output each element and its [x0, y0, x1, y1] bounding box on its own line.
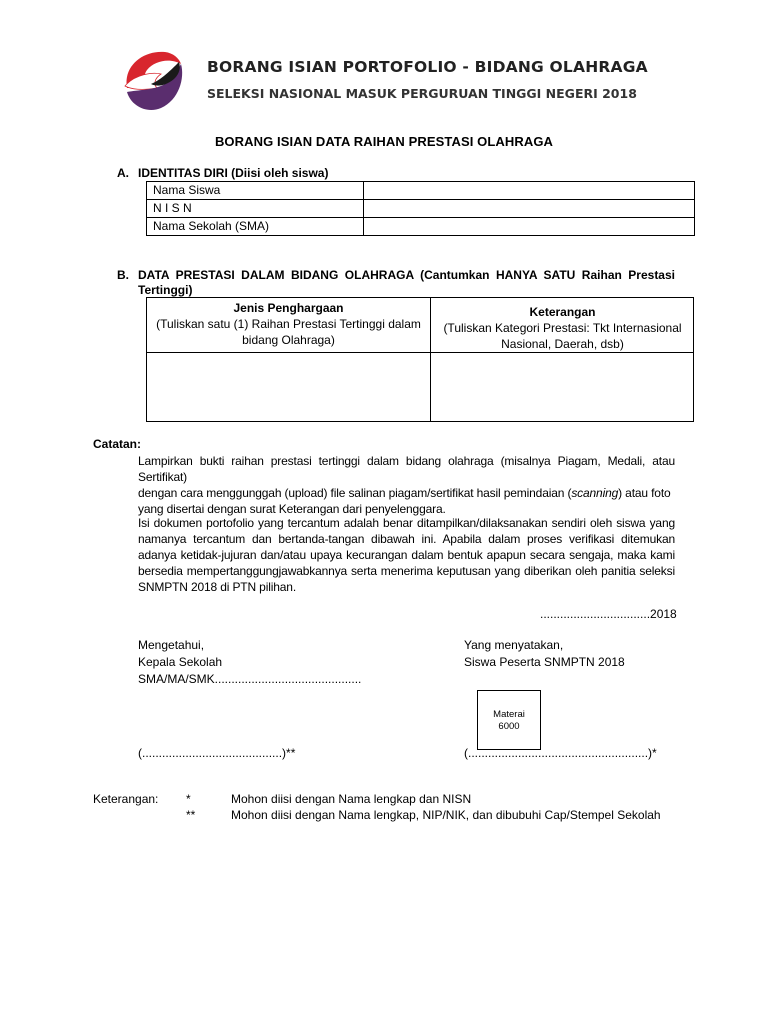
description-header [431, 304, 694, 358]
award-type-field[interactable] [147, 353, 430, 421]
column-hint: Nasional, Daerah, dsb) [501, 337, 624, 351]
section-a-title: IDENTITAS DIRI (Diisi oleh siswa) [138, 166, 329, 180]
header-title: BORANG ISIAN PORTOFOLIO - BIDANG OLAHRAGA [207, 58, 648, 76]
paragraph-line [138, 485, 675, 501]
stamp-value: 6000 [498, 721, 520, 732]
section-b-title-cont: Tertinggi) [138, 283, 193, 297]
paragraph-emphasis: scanning [571, 486, 619, 500]
column-hint: (Tuliskan satu (1) Raihan Prestasi Tertinggi dalam [156, 317, 421, 331]
school-type-line: SMA/MA/SMK............................................ [138, 672, 362, 686]
section-b-title: DATA PRESTASI DALAM BIDANG OLAHRAGA (Cantumkan HANYA SATU Raihan Prestasi [138, 268, 675, 282]
acknowledged-label: Mengetahui, [138, 638, 205, 652]
achievement-table [146, 297, 694, 422]
footnote-text: Mohon diisi dengan Nama lengkap dan NISN [231, 792, 472, 806]
footnote-mark: ** [186, 808, 196, 822]
nisn-field[interactable] [364, 200, 695, 218]
school-name-field[interactable] [364, 218, 695, 236]
stamp-label: Materai [493, 709, 525, 720]
student-participant-label: Siswa Peserta SNMPTN 2018 [464, 655, 625, 669]
student-name-field[interactable] [364, 182, 695, 200]
description-field[interactable] [431, 353, 693, 421]
footnote-mark: * [186, 792, 191, 806]
identity-label: Nama Siswa [147, 182, 364, 200]
identity-row-nisn [147, 200, 695, 218]
stamp-duty-box [477, 690, 541, 750]
column-hint: bidang Olahraga) [242, 333, 335, 347]
identity-row-name [147, 182, 695, 200]
footnote-label: Keterangan: [93, 792, 159, 806]
notes-paragraph-1 [138, 453, 675, 517]
declarant-label: Yang menyatakan, [464, 638, 564, 652]
student-signature-line[interactable]: (......................................................)* [464, 746, 657, 760]
principal-signature-line[interactable]: (..........................................)** [138, 746, 296, 760]
notes-label: Catatan: [93, 437, 142, 451]
form-title: BORANG ISIAN DATA RAIHAN PRESTASI OLAHRAGA [214, 134, 554, 149]
header-subtitle: SELEKSI NASIONAL MASUK PERGURUAN TINGGI NEGERI 2018 [207, 86, 637, 101]
paragraph-text: ) atau foto [618, 486, 671, 500]
identity-label: Nama Sekolah (SMA) [147, 218, 364, 236]
paragraph-text: dengan cara menggunggah (upload) file salinan piagam/sertifikat hasil pemindaian ( [138, 486, 572, 500]
paragraph-line: yang disertai dengan surat Keterangan dari penyelenggara. [138, 502, 446, 516]
award-type-header [147, 300, 430, 354]
footnote-text: Mohon diisi dengan Nama lengkap, NIP/NIK, dan dibubuhi Cap/Stempel Sekolah [231, 808, 661, 822]
column-header: Jenis Penghargaan [233, 301, 344, 315]
identity-label: N I S N [147, 200, 364, 218]
column-hint: (Tuliskan Kategori Prestasi: Tkt Internasional [443, 321, 682, 335]
identity-row-school [147, 218, 695, 236]
column-header: Keterangan [529, 305, 596, 319]
principal-label: Kepala Sekolah [138, 655, 223, 669]
snmptn-logo-icon [121, 44, 187, 116]
section-a-letter: A. [117, 166, 129, 180]
notes-paragraph-2: Isi dokumen portofolio yang tercantum adalah benar ditampilkan/dilaksanakan sendiri oleh siswa yang namanya tercantum dan bertanda-tangan dibawah ini. Apabila dalam proses verifikasi ditemukan adanya ketidak-jujuran dan/atau upaya kecurangan dalam bentuk apapun secara sengaja, maka kami bersedia mempertanggungjawabkannya serta menerima keputusan yang diberikan oleh panitia seleksi SNMPTN 2018 di PTN pilihan. [138, 516, 675, 594]
date-line: .................................2018 [540, 607, 677, 621]
section-b-letter: B. [117, 268, 129, 282]
identity-table [146, 181, 695, 236]
paragraph-line: Lampirkan bukti raihan prestasi tertinggi dalam bidang olahraga (misalnya Piagam, Medali, atau Sertifikat) [138, 454, 675, 484]
